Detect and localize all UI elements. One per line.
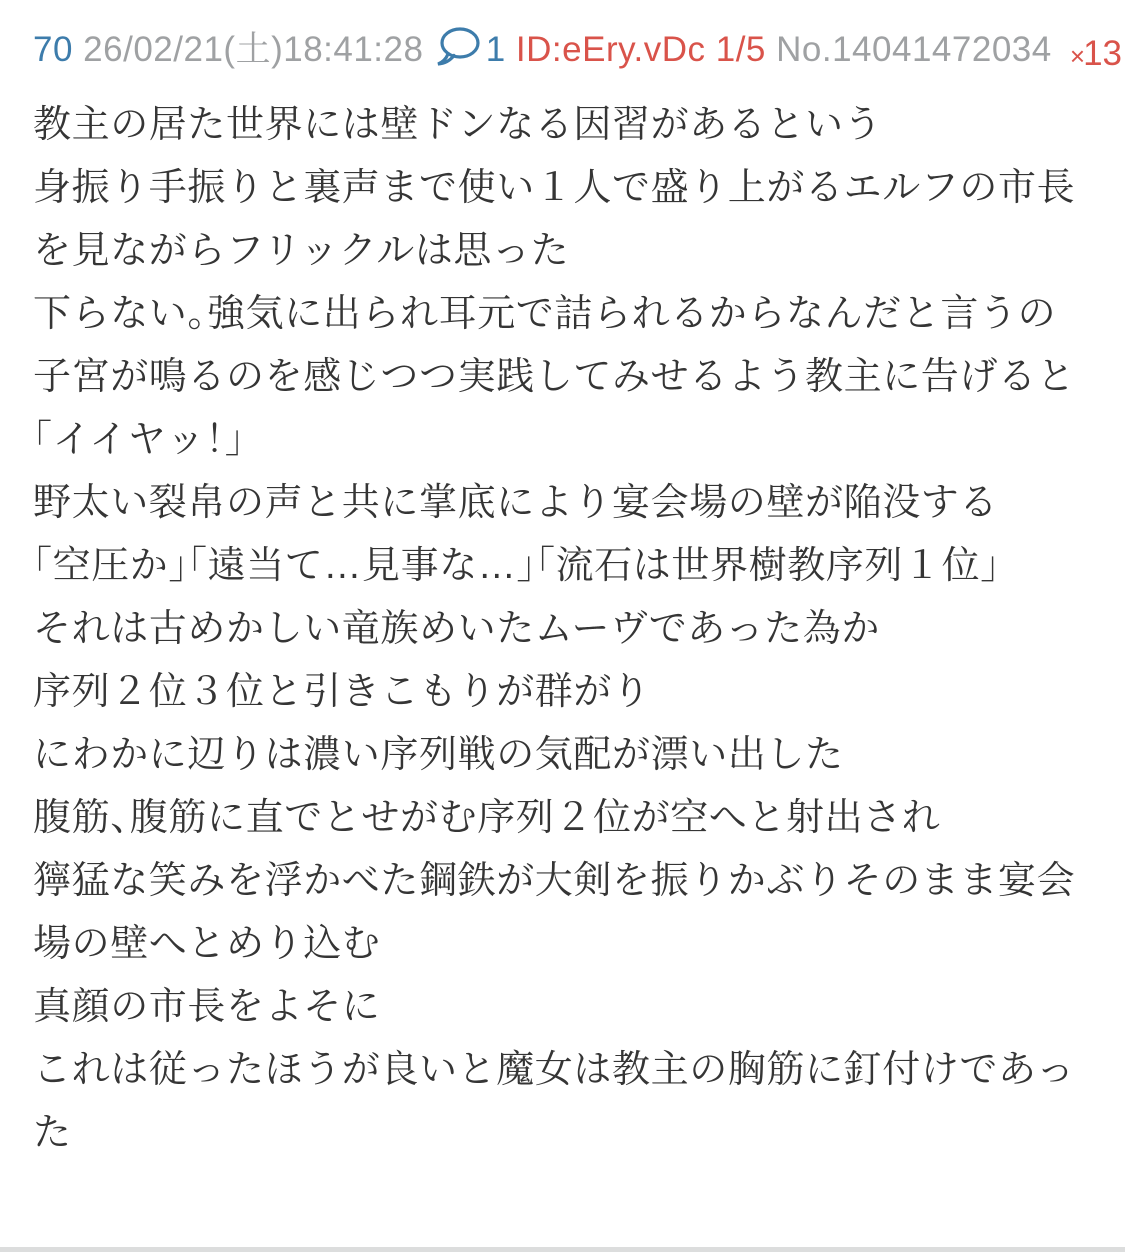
- post-body-line: これは従ったほうが良いと魔女は教主の胸筋に釘付けであった: [33, 1049, 1075, 1154]
- post-body-line: 野太い裂帛の声と共に掌底により宴会場の壁が陥没する: [33, 482, 999, 524]
- del-count: 13: [1083, 34, 1122, 73]
- reply-count: 1: [485, 30, 506, 69]
- post-id[interactable]: ID:eEry.vDc: [515, 30, 706, 69]
- post-body-line: 身振り手振りと裏声まで使い１人で盛り上がるエルフの市長を見ながらフリックルは思った: [33, 167, 1076, 272]
- post-body-line: 真顔の市長をよそに: [33, 986, 381, 1028]
- post-body-line: 子宮が鳴るのを感じつつ実践してみせるよう教主に告げると: [33, 356, 1076, 398]
- del-count-badge[interactable]: [1070, 36, 1122, 71]
- post-body-line: 序列２位３位と引きこもりが群がり: [33, 671, 651, 713]
- del-mark: ×: [1069, 41, 1084, 71]
- post-divider: [0, 1247, 1125, 1252]
- post-body-line: 腹筋、腹筋に直でとせがむ序列２位が空へと射出され: [33, 797, 941, 839]
- post-datetime: 26/02/21(土)18:41:28: [83, 30, 424, 69]
- post-body-line: にわかに辺りは濃い序列戦の気配が漂い出した: [33, 734, 844, 776]
- page-indicator: 1/5: [715, 30, 766, 69]
- post-body-line: 獰猛な笑みを浮かべた鋼鉄が大剣を振りかぶりそのまま宴会場の壁へとめり込む: [33, 860, 1076, 965]
- post-number[interactable]: 70: [33, 30, 73, 69]
- post-body-line: 教主の居た世界には壁ドンなる因習があるという: [33, 104, 883, 146]
- post-no[interactable]: No.14041472034: [776, 30, 1052, 69]
- post-body-line: 「空圧か」「遠当て…見事な…」「流石は世界樹教序列１位」: [33, 545, 1000, 587]
- post-body-line: 「イイヤッ！」: [33, 419, 245, 461]
- post-body: [33, 94, 1079, 1165]
- speech-bubble-icon: [436, 26, 482, 68]
- post-body-line: それは古めかしい竜族めいたムーヴであった為か: [33, 608, 880, 650]
- post-header: [33, 26, 1079, 74]
- post-body-line: 下らない。強気に出られ耳元で詰られるからなんだと言うの: [33, 293, 1057, 335]
- reply-count-group[interactable]: [434, 30, 506, 69]
